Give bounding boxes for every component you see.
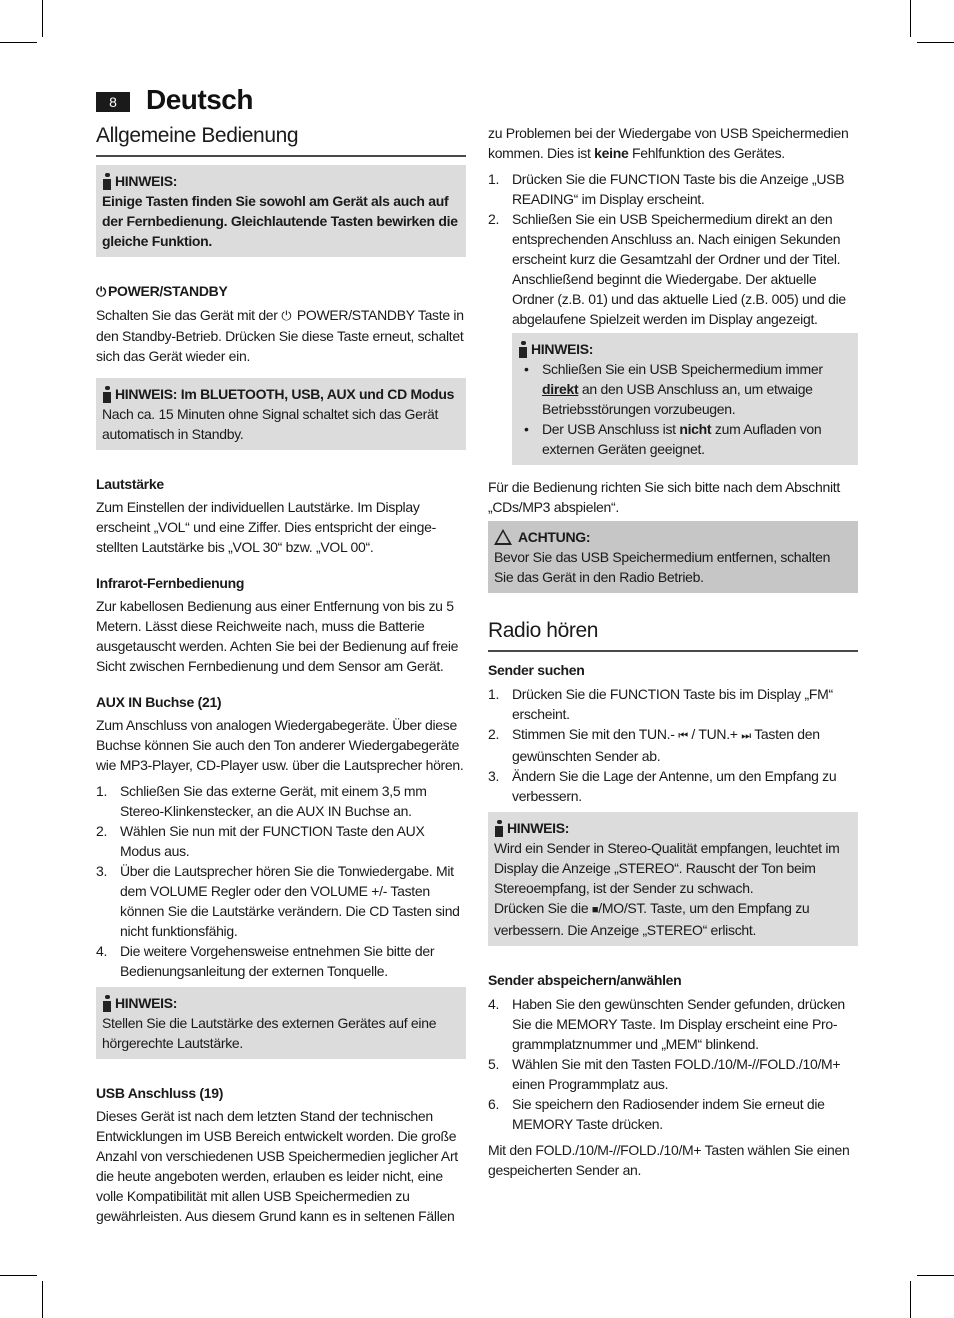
list-item: 3. Über die Lautsprecher hören Sie die Tonwiedergabe. Mit dem VOLUME Regler oder den VOLUME +/- Tasten können Sie die Lautstärke verändern. Die CD Tasten sind nicht funktionsfähig. [96,863,460,939]
power-icon: ⏻ [281,308,292,323]
power-icon: ⏻ [96,284,106,299]
note-text: Wird ein Sender in Stereo-Qualität empfangen, leuchtet im Display die Anzeige „STEREO“. Rauscht der Ton beim Stereoempfang, ist der Sender zu schwach. [494,840,840,896]
list-item: 4. Haben Sie den gewünschten Sender gefunden, drücken Sie die MEMORY Taste. Im Display erscheint eine Pro-grammplatznummer und „MEM“ blinkend. [488,996,845,1052]
list-item: 4. Die weitere Vorgehensweise entnehmen Sie bitte der Bedienungsanleitung der externen Tonquelle. [96,943,435,979]
section-heading-radio: Radio hören [488,617,858,652]
list-item: 3. Ändern Sie die Lage der Antenne, um den Empfang zu verbessern. [488,768,837,804]
usb-title: USB Anschluss (19) [96,1085,224,1101]
search-title: Sender suchen [488,662,585,678]
store-footer-text: Mit den FOLD./10/M-//FOLD./10/M+ Tasten wählen Sie einen gespeicherten Sender an. [488,1142,850,1178]
crop-mark [910,1281,911,1318]
note-title: HINWEIS: [102,171,460,191]
power-standby-title: ⏻ POWER/STANDBY [96,283,228,299]
note-text: Stellen Sie die Lautstärke des externen Gerätes auf eine hörgerechte Lautstärke. [102,1015,437,1051]
language-title: Deutsch [146,84,253,115]
info-icon [102,173,112,190]
note-box-aux [96,987,466,1059]
note-box-standby [96,378,466,450]
list-item: 1. Drücken Sie die FUNCTION Taste bis im Display „FM“ erscheint. [488,686,833,722]
warning-icon [494,529,512,545]
list-item: 1. Drücken Sie die FUNCTION Taste bis die Anzeige „USB READING“ im Display erscheint. [488,171,845,207]
note-text: Einige Tasten finden Sie sowohl am Gerät als auch auf der Fernbedienung. Gleichlautende Tasten bewirken die gleiche Funktion. [102,193,458,249]
note-bullets [518,359,852,459]
note-box-radio [488,812,858,946]
aux-steps [96,781,466,981]
warning-box [488,521,858,593]
remote-text: Zur kabellosen Bedienung aus einer Entfernung von bis zu 5 Metern. Lässt diese Reichweite nach, muss die Batterie ausgetauscht werden. Achten Sie bei der Bedienung auf freie Sicht zwischen Fernbedienung und dem Sensor am Gerät. [96,598,459,674]
note-title: HINWEIS: [518,339,852,359]
cd-reference-text: Für die Bedienung richten Sie sich bitte nach dem Abschnitt „CDs/MP3 abspielen“. [488,479,840,515]
remote-title: Infrarot-Fernbedienung [96,575,245,591]
note-title: HINWEIS: [494,818,852,838]
info-icon [518,341,528,358]
list-item: • Schließen Sie ein USB Speichermedium immer direkt an den USB Anschluss an, um etwaige Betriebsstörungen vorzubeugen. [518,359,852,419]
list-item: • Der USB Anschluss ist nicht zum Aufladen von externen Geräten geeignet. [518,419,852,459]
list-item: 6. Sie speichern den Radiosender indem Sie erneut die MEMORY Taste drücken. [488,1096,825,1132]
info-icon [102,995,112,1012]
list-item: 2. Schließen Sie ein USB Speichermedium direkt an den entsprechenden Anschluss an. Nach einigen Sekunden erscheint kurz die Gesamtzahl der Ordner und der Titel. Anschließend beginnt die Wiedergabe. Der aktuelle Ordner (z.B. 01) und das aktuelle Lied (z.B. 005) und die abgelaufene Spielzeit werden im Display angezeigt. [488,211,846,327]
usb-text: Dieses Gerät ist nach dem letzten Stand der technischen Entwicklungen im USB Bereich entwickelt worden. Die große Anzahl von verschiedenen USB Speichermedien jeglicher Art die heute angeboten werden, erlauben es leider nicht, eine volle Kompatibilität mit allen USB Speichermedien zu gewährleisten. Aus diesem Grund kann es in seltenen Fällen [96,1108,458,1224]
next-track-icon: ⏭ [741,730,751,742]
info-icon [494,820,504,837]
warning-text: Bevor Sie das USB Speichermedium entfernen, schalten Sie das Gerät in den Radio Betrieb. [494,549,831,585]
left-column [96,122,466,1226]
page-number: 8 [96,92,130,112]
note-title: HINWEIS: [102,993,460,1013]
list-item: 5. Wählen Sie mit den Tasten FOLD./10/M-//FOLD./10/M+ einen Programmplatz aus. [488,1056,841,1092]
note-box-usb [512,333,858,465]
volume-text: Zum Einstellen der individuellen Lautstärke. Im Display erscheint „VOL“ und eine Ziffer. Dies entspricht der einge-stellten Lautstärke bis „VOL 30“ bzw. „VOL 00“. [96,499,436,555]
crop-mark [910,0,911,37]
store-title: Sender abspeichern/anwählen [488,972,682,988]
crop-mark [42,1281,43,1318]
stop-icon: ■ [591,904,599,916]
list-item: 2. Wählen Sie nun mit der FUNCTION Taste den AUX Modus aus. [96,823,425,859]
previous-track-icon: ⏮ [678,730,688,742]
list-item: 2. Stimmen Sie mit den TUN.- ⏮ / TUN.+ ⏭ Tasten den gewünschten Sender ab. [488,726,820,764]
crop-mark [917,1275,954,1276]
section-heading-general: Allgemeine Bedienung [96,122,466,157]
usb-steps [488,169,858,329]
note-text: Nach ca. 15 Minuten ohne Signal schaltet sich das Gerät automatisch in Standby. [102,406,439,442]
warning-title: ACHTUNG: [494,527,852,547]
search-steps [488,684,858,806]
list-item: 1. Schließen Sie das externe Gerät, mit einem 3,5 mm Stereo-Klinkenstecker, an die AUX IN Buchse an. [96,783,427,819]
crop-mark [42,0,43,37]
crop-mark [917,42,954,43]
aux-title: AUX IN Buchse (21) [96,694,222,710]
aux-text: Zum Anschluss von analogen Wiedergabegeräte. Über diese Buchse können Sie auch den Ton anderer Wiedergabegeräte wie MP3-Player, CD-Player usw. über die Lautsprecher hören. [96,717,464,773]
note-box [96,165,466,257]
volume-title: Lautstärke [96,476,164,492]
note-title: HINWEIS: Im BLUETOOTH, USB, AUX und CD Modus [102,384,460,404]
crop-mark [0,42,37,43]
power-standby-text: Schalten Sie das Gerät mit der ⏻ POWER/STANDBY Taste in den Standby-Betrieb. Drücken Sie diese Taste erneut, schaltet sich das Gerät wieder ein. [96,307,464,364]
info-icon [102,386,112,403]
usb-text-continued: zu Problemen bei der Wiedergabe von USB Speichermedien kommen. Dies ist keine Fehlfunktion des Gerätes. [488,125,849,161]
right-column [488,123,858,1180]
crop-mark [0,1275,37,1276]
store-steps [488,994,858,1134]
note-text: Drücken Sie die ■/MO/ST. Taste, um den Empfang zu verbessern. Die Anzeige „STEREO“ erlischt. [494,900,810,938]
